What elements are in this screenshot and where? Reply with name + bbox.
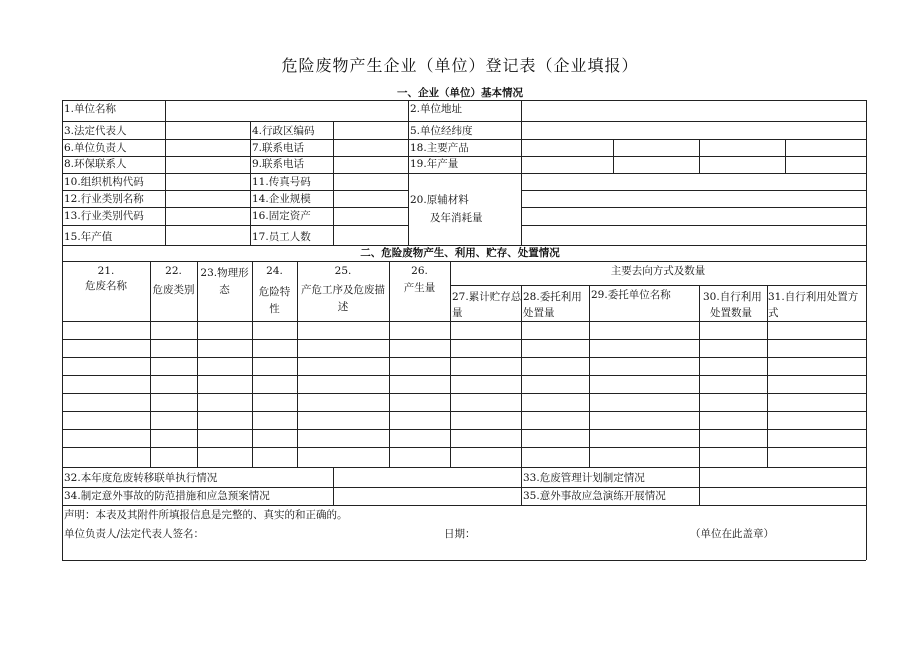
header-waste-name: 危废名称 <box>85 280 127 292</box>
grid-line <box>866 245 867 560</box>
grid-line <box>589 285 590 467</box>
grid-line <box>62 375 866 376</box>
label-prevention-measures: 34.制定意外事故的防范措施和应急预案情况 <box>64 490 270 502</box>
grid-line <box>699 467 700 505</box>
grid-line <box>62 393 866 394</box>
seal-label: （单位在此盖章） <box>690 528 774 540</box>
header-self-disposal: 30.自行利用 <box>703 291 762 303</box>
grid-line <box>521 467 522 505</box>
header-entrusted-unit: 29.委托单位名称 <box>591 289 671 301</box>
label-phone: 7.联系电话 <box>252 142 305 154</box>
header-physical-state: 23.物理形 <box>200 267 249 279</box>
label-legal-representative: 3.法定代表人 <box>64 125 127 137</box>
declaration: 声明：本表及其附件所填报信息是完整的、真实的和正确的。 <box>64 509 348 521</box>
grid-line <box>408 100 409 245</box>
label-coordinates: 5.单位经纬度 <box>410 125 473 137</box>
grid-line <box>699 139 700 173</box>
grid-line <box>62 100 866 101</box>
section2-heading: 二、危险废物产生、利用、贮存、处置情况 <box>360 247 560 259</box>
header-hazard-cont: 性 <box>269 303 280 315</box>
grid-line <box>62 357 866 358</box>
grid-line <box>62 505 866 506</box>
header-waste-category-num: 22. <box>165 265 182 277</box>
header-storage: 27.累计贮存总 <box>452 291 522 303</box>
grid-line <box>250 121 251 245</box>
header-waste-category: 危废类别 <box>152 284 195 296</box>
date-label: 日期： <box>444 528 476 540</box>
grid-line <box>62 429 866 430</box>
label-industry-name: 12.行业类别名称 <box>64 193 144 205</box>
header-generation-num: 26. <box>411 265 428 277</box>
grid-line <box>62 207 408 208</box>
grid-line <box>521 285 522 467</box>
grid-line <box>333 121 334 245</box>
grid-line <box>62 225 408 226</box>
grid-line <box>521 207 866 208</box>
grid-line <box>613 139 614 173</box>
grid-line <box>62 139 866 140</box>
grid-line <box>62 447 866 448</box>
grid-line <box>785 139 786 173</box>
header-self-disposal-cont: 处置数量 <box>710 307 752 319</box>
grid-line <box>699 285 700 467</box>
label-org-code: 10.组织机构代码 <box>64 176 144 188</box>
grid-line <box>62 321 866 322</box>
grid-line <box>521 100 522 245</box>
section1-heading: 一、企业（单位）基本情况 <box>397 87 523 99</box>
grid-line <box>62 339 866 340</box>
header-process-num: 25. <box>334 265 352 277</box>
label-raw-materials: 20.原辅材料 <box>410 194 469 206</box>
header-generation: 产生量 <box>403 282 436 294</box>
label-employees: 17.员工人数 <box>252 231 311 243</box>
label-main-products: 18.主要产品 <box>410 142 469 154</box>
grid-line <box>450 261 451 467</box>
grid-line <box>866 100 867 245</box>
header-storage-cont: 量 <box>452 307 463 319</box>
label-district-code: 4.行政区编码 <box>252 125 315 137</box>
label-contact-phone: 9.联系电话 <box>252 158 305 170</box>
label-fax: 11.传真号码 <box>252 176 311 188</box>
label-emergency-drill: 35.意外事故应急演练开展情况 <box>523 490 666 502</box>
header-entrusted-cont: 处置量 <box>523 307 555 319</box>
header-hazard: 危险特 <box>258 286 291 298</box>
grid-line <box>521 225 866 226</box>
header-destination: 主要去向方式及数量 <box>610 265 706 277</box>
grid-line <box>62 261 866 262</box>
grid-line <box>165 100 166 245</box>
grid-line <box>62 156 866 157</box>
header-physical-state-cont: 态 <box>219 284 230 296</box>
label-unit-name: 1.单位名称 <box>64 103 117 115</box>
grid-line <box>62 560 866 561</box>
grid-line <box>62 467 866 468</box>
label-industry-code: 13.行业类别代码 <box>64 210 144 222</box>
label-annual-output: 19.年产量 <box>410 158 459 170</box>
header-process-cont: 述 <box>337 301 349 313</box>
signature-label: 单位负责人/法定代表人签名： <box>64 528 205 540</box>
form-title: 危险废物产生企业（单位）登记表（企业填报） <box>281 56 639 75</box>
grid-line <box>333 467 334 505</box>
grid-line <box>62 121 866 122</box>
grid-line <box>450 285 866 286</box>
grid-line <box>62 190 408 191</box>
grid-line <box>521 190 866 191</box>
label-fixed-assets: 16.固定资产 <box>252 210 311 222</box>
label-unit-address: 2.单位地址 <box>410 103 463 115</box>
grid-line <box>62 487 866 488</box>
grid-line <box>62 411 866 412</box>
header-self-method-cont: 式 <box>768 307 779 319</box>
label-enterprise-scale: 14.企业规模 <box>252 193 311 205</box>
grid-line <box>62 173 866 174</box>
header-waste-name-num: 21. <box>97 265 115 277</box>
header-hazard-num: 24. <box>266 265 283 277</box>
label-annual-value: 15.年产值 <box>64 231 113 243</box>
label-env-contact: 8.环保联系人 <box>64 158 127 170</box>
label-raw-materials-consumption: 及年消耗量 <box>430 212 483 224</box>
label-unit-head: 6.单位负责人 <box>64 142 127 154</box>
grid-line <box>62 100 63 245</box>
header-entrusted: 28.委托利用 <box>523 291 582 303</box>
label-manifest: 32.本年度危废转移联单执行情况 <box>64 472 218 484</box>
header-process: 产危工序及危废描 <box>301 284 385 296</box>
label-management-plan: 33.危废管理计划制定情况 <box>523 472 645 484</box>
header-self-method: 31.自行利用处置方 <box>768 291 859 303</box>
